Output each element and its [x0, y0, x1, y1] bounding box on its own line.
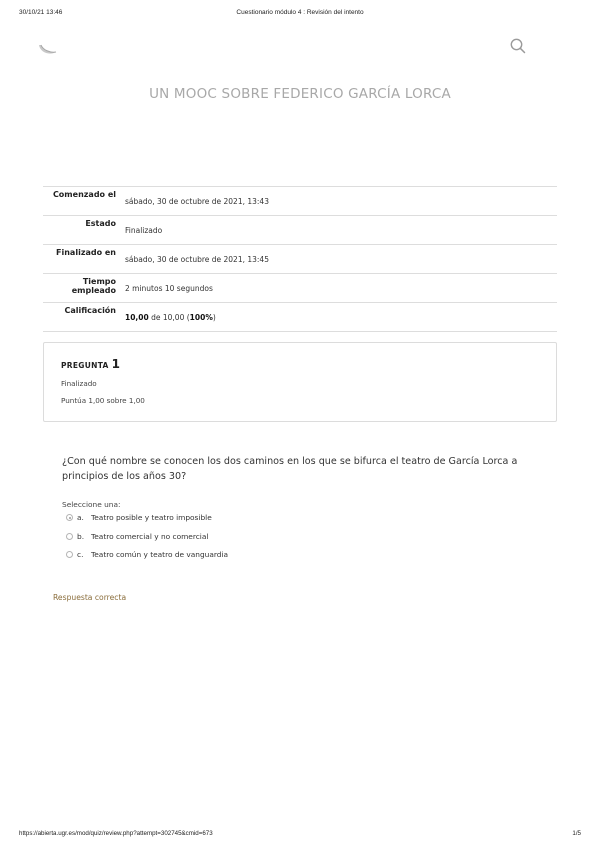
- answer-text: Teatro posible y teatro imposible: [91, 513, 212, 522]
- print-url: https://abierta.ugr.es/mod/quiz/review.php?attempt=302745&cmid=673: [19, 830, 213, 837]
- print-header: [0, 9, 600, 21]
- site-title[interactable]: UN MOOC SOBRE FEDERICO GARCÍA LORCA: [149, 86, 451, 102]
- print-page-number: 1/5: [572, 830, 581, 837]
- summary-value: sábado, 30 de octubre de 2021, 13:45: [125, 255, 269, 264]
- question-heading: PREGUNTA: [61, 361, 109, 370]
- question-text: ¿Con qué nombre se conocen los dos caminos en los que se bifurca el teatro de García Lorca a principios de los años 30?: [62, 456, 518, 482]
- print-datetime: 30/10/21 13:46: [19, 9, 63, 16]
- radio-button[interactable]: [66, 551, 73, 558]
- radio-button[interactable]: [66, 533, 73, 540]
- grade-score: 10,00: [125, 313, 149, 322]
- question-grade: Puntúa 1,00 sobre 1,00: [61, 396, 145, 405]
- answer-prompt: Seleccione una:: [62, 500, 121, 509]
- summary-value: 2 minutos 10 segundos: [125, 284, 213, 293]
- answer-letter: a.: [77, 513, 84, 522]
- radio-button-selected[interactable]: [66, 514, 73, 521]
- summary-label: Comenzado el: [52, 190, 116, 199]
- question-info-box: [43, 342, 557, 422]
- summary-label: Calificación: [64, 306, 116, 315]
- summary-value: Finalizado: [125, 226, 163, 235]
- grade-percent: 100%: [189, 313, 213, 322]
- answer-text: Teatro comercial y no comercial: [91, 531, 209, 541]
- grade-out-of: de 10,00 (: [151, 313, 190, 322]
- answer-feedback: Respuesta correcta: [53, 593, 127, 602]
- moon-logo-icon[interactable]: [34, 36, 62, 58]
- grade-close-paren: ): [212, 313, 216, 322]
- summary-value: sábado, 30 de octubre de 2021, 13:43: [125, 197, 269, 206]
- question-number: [61, 357, 120, 371]
- summary-row-grade: [43, 303, 557, 332]
- summary-label: Tiempo empleado: [71, 277, 116, 295]
- summary-label: Estado: [85, 219, 116, 228]
- summary-row-time-taken: [43, 274, 557, 303]
- question-number-value: 1: [111, 357, 121, 371]
- print-document-title: Cuestionario módulo 4 : Revisión del intento: [236, 9, 364, 16]
- search-icon[interactable]: [508, 36, 528, 56]
- summary-row-started: [43, 187, 557, 216]
- answer-letter: c.: [77, 550, 84, 559]
- summary-label: Finalizado en: [56, 248, 116, 257]
- summary-grade-value: [120, 303, 557, 332]
- attempt-summary-table: [43, 186, 557, 332]
- summary-row-finished: [43, 245, 557, 274]
- summary-row-state: [43, 216, 557, 245]
- question-state: Finalizado: [61, 379, 97, 388]
- answer-text: Teatro común y teatro de vanguardia: [91, 550, 229, 559]
- answer-letter: b.: [77, 531, 85, 541]
